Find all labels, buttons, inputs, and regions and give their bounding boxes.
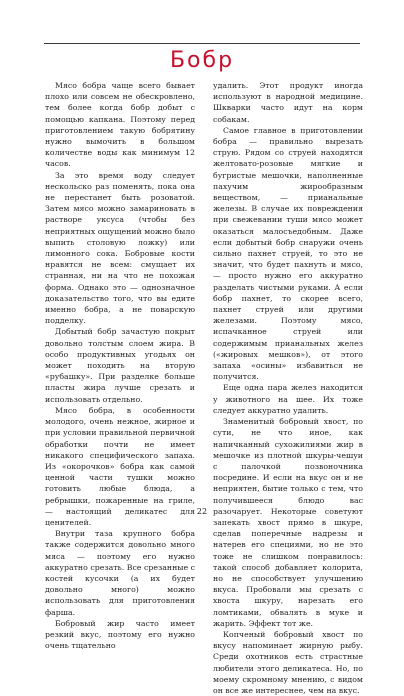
- left-text-column: [45, 80, 195, 651]
- paragraph: Добытый бобр зачастую покрыт довольно толстым слоем жира. В особо продуктивных угодьях он может походить на вторую «рубашку». При разделке больше пласты жира лучше срезать и использовать отдельно.: [45, 327, 195, 404]
- page-number: 22: [196, 507, 208, 516]
- paragraph: Еще одна пара желез находится у животного на шее. Их тоже следует аккуратно удалить.: [213, 383, 363, 415]
- paragraph-continued: удалить. Этот продукт иногда используют в народной медицине. Шкварки часто идут на корм собакам.: [213, 81, 363, 124]
- top-rule: [44, 43, 360, 44]
- paragraph: Знаменитый бобровый хвост, по сути, не что иное, как напичканный сухожилиями жир в мешочке из плотной шкуры-чешуи с палочкой позвоночника посредине. И если на вкус он и не неприятен, бытие только с тем, что получившееся блюдо вас разочарует. Некоторые советуют запекать хвост прямо в шкуре, сделав поперечные надрезы и натерев его специями, но не это тоже не слишком понравилось: такой способ добавляет колорита, но не способствует улучшению вкуса. Пробовали мы срезать с хвоста шкуру, нарезать его ломтиками, обвалять в муке и жарить. Эффект тот же.: [213, 417, 363, 628]
- paragraph: Мясо бобра чаще всего бывает плохо или совсем не обескровлено, тем более когда бобр добыт с помощью капкана. Поэтому перед приготовлением такую бобрятину нужно вымочить в большом количестве воды как минимум 12 часов.: [45, 81, 195, 169]
- paragraph: Бобровый жир часто имеет резкий вкус, поэтому его нужно очень тщательно: [45, 618, 195, 651]
- paragraph: Мясо бобра, в особенности молодого, очень нежное, жирное и при условии правильной первичной обработки почти не имеет никакого специфического запаха. Из «окорочков» бобра как самой ценной части тушки можно готовить любые блюда, а ребрышки, пожаренные на гриле, — настоящий деликатес для ценителей.: [45, 405, 195, 527]
- paragraph: Копченый бобровый хвост по вкусу напоминает жирную рыбу. Среди охотников есть страстные любители этого деликатеса. Но, по моему скромному мнению, с видом он все же интереснее, чем на вкус.: [213, 629, 363, 695]
- paragraph: За это время воду следует нескольско раз поменять, пока она не перестанет быть розоватой. Затем мясо можно замариновать в растворе уксуса (чтобы без неприятных ощущений можно было выпить столовую ложку) или лимонного сока. Бобровые кости нравятся не всем: смущает их странная, ни на что не похожая форма. Однако это — однозначное доказательство того, что вы едите именно бобра, а не поварскую подделку.: [45, 170, 196, 326]
- chapter-title: Бобр: [169, 48, 235, 73]
- paragraph: Внутри таза крупного бобра также содержится довольно много мяса — поэтому его нужно аккуратно срезать. Все срезанные с костей кусочки (а их будет довольно много) можно использовать для приготовления фарша.: [45, 529, 195, 617]
- right-text-column: [213, 80, 363, 696]
- paragraph: Самое главное в приготовлении бобра — правильно вырезать струю. Рядом со струей находятся желтовато-розовые мягкие и бугристые мешочки, наполненные пахучим жирообразным веществом, — прианальные железы. В случае их повреждения при свежевании туши мясо может оказаться малосъедобным. Даже если добытый бобр снаружи очень сильно пахнет струей, то это не значит, что будет пахнуть и мясо, — просто нужно его аккуратно разделать чистыми руками. А если бобр пахнет, то скорее всего, пахнет струей или другими железами. Поэтому мясо, испачканное струей или содержимым прианальных желез («жировых мешков»), от этого запаха «осины» избавиться не получится.: [213, 125, 363, 382]
